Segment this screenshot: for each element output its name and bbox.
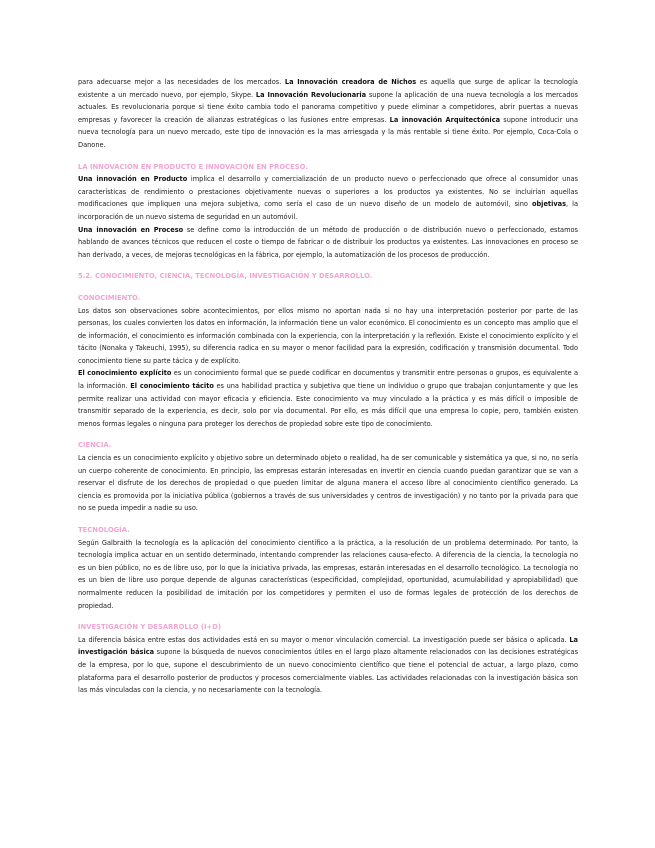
text-span: , la incorporación de un nuevo sistema de seguridad en un automóvil. [78, 200, 578, 221]
heading-section-5-2: 5.2. CONOCIMIENTO, CIENCIA, TECNOLOGÍA, INVESTIGACIÓN Y DESARROLLO. [78, 272, 373, 281]
term-proceso: Una innovación en Proceso [78, 225, 184, 234]
heading-investigacion-desarrollo: INVESTIGACIÓN Y DESARROLLO (I+D) [78, 623, 221, 632]
term-producto: Una innovación en Producto [78, 175, 188, 184]
text-span: implica el desarrollo y comercialización de un producto nuevo o perfeccionado que ofrece al consumidor unas características de rendimiento o prestaciones objetivamente nuevas o superiores a los productos ya existentes. No se incluirían aquellas modificaciones que impliquen una mejora subjetiva, como sería el caso de un nuevo diseño de un modelo de automóvil, sino [78, 175, 578, 209]
text-span: es una habilidad practica y subjetiva que tiene un individuo o grupo que trabajan conjuntamente y que les permite realizar una actividad con mayor eficacia y eficiencia. Este conocimiento va muy vinculado a la práctica y es más difícil o imposible de transmitir separado de la experiencia, es decir, solo por vía documental. Por ello, es más difícil que una empresa lo copie, pero, también existen menos formas legales o ninguna para proteger los derechos de propiedad sobre este tipo de conocimiento. [78, 382, 578, 428]
text-span: se define como la introducción de un método de producción o de distribución nuevo o perfeccionado, estamos hablando de avances técnicos que reducen el coste o tiempo de fabricar o de distribuir los productos ya existentes. Las innovaciones en proceso se han derivado, a veces, de mejoras tecnológicas en la fábrica, por ejemplo, la automatización de los procesos de producción. [78, 225, 578, 259]
proceso-paragraph [78, 224, 578, 262]
investigacion-paragraph [78, 634, 578, 697]
conocimiento-tipos-paragraph [78, 367, 578, 430]
term-tacito: El conocimiento tácito [130, 382, 214, 391]
text-span: es aquella que surge de aplicar la tecnología existente a un mercado nuevo, por ejemplo, Skype. [78, 78, 578, 99]
text-span: para adecuarse mejor a las necesidades de los mercados. [78, 78, 285, 86]
ciencia-paragraph: La ciencia es un conocimiento explícito y objetivo sobre un determinado objeto o realidad, ha de ser comunicable y sistemática ya que, si no, no sería un cuerpo coherente de conocimiento. En principio, las empresas estarán interesadas en invertir en ciencia cuando puedan garantizar que se van a reservar el disfrute de los derechos de propiedad o que pueden limitar de alguna manera el acceso libre al conocimiento científico generado. La ciencia es promovida por la iniciativa pública (gobiernos a través de sus universidades y centros de investigación) y no tanto por la privada para que no se pueda impedir a nadie su uso. [78, 454, 578, 513]
conocimiento-paragraph: Los datos son observaciones sobre acontecimientos, por ellos mismo no aportan nada si no hay una interpretación posterior por parte de las personas, los cuales convierten los datos en información, la información tiene un valor económico. El conocimiento es un concepto mas amplio que el de información, el conocimiento es información combinada con la experiencia, con la interpretación y la reflexión. Existe el conocimiento explícito y el tácito (Nonaka y Takeuchi, 1995), su diferencia radica en su mayor o menor facilidad para la expresión, codificación y transmisión documental. Todo conocimiento tiene su parte tácica y de explícito. [78, 306, 578, 365]
term-nichos: La Innovación creadora de Nichos [284, 78, 417, 86]
text-span: La diferencia básica entre estas dos actividades está en su mayor o menor vinculación comercial. La investigación puede ser básica o aplicada. [78, 635, 570, 644]
heading-producto-proceso: LA INNOVACIÓN EN PRODUCTO E INNOVACIÓN EN PROCESO. [78, 162, 308, 171]
term-investigacion-basica: La investigación básica [78, 635, 578, 657]
text-span: supone introducir una nueva tecnología para un nuevo mercado, este tipo de innovación es la mas arriesgada y la más rentable si tiene éxito. Por ejemplo, Coca-Cola o Danone. [78, 115, 578, 149]
term-revolucionaria: La Innovación Revolucionaria [255, 90, 367, 99]
producto-paragraph [78, 173, 578, 223]
term-arquitectonica: La innovación Arquitectónica [389, 115, 501, 124]
term-objetivas: objetivas [531, 200, 567, 209]
text-span: supone la aplicación de una nueva tecnología a los mercados actuales. Es revolucionaria porque si tiene éxito cambia todo el panorama competitivo y puede eliminar a competidores, abrir puertas a nuevas empresas y favorecer la creación de alianzas estratégicas o las fusiones entre empresas. [78, 90, 578, 124]
tecnologia-paragraph: Según Galbraith la tecnología es la aplicación del conocimiento científico a la práctica, a la resolución de un problema determinado. Por tanto, la tecnología implica actuar en un sentido determinado, intentando comprender las relaciones causa-efecto. A diferencia de la ciencia, la tecnología no es un bien público, no es de libre uso, por lo que la iniciativa privada, las empresas, estarán interesadas en el desarrollo tecnológico. La tecnología no es un bien de libre uso porque depende de algunas características (especificidad, complejidad, oportunidad, acumulabilidad y apropiabilidad) que normalmente reducen la posibilidad de imitación por los competidores y permiten el uso de formas legales de protección de los derechos de propiedad. [78, 538, 578, 610]
innovation-types-paragraph [78, 76, 578, 152]
heading-conocimiento: CONOCIMIENTO. [78, 293, 141, 302]
heading-tecnologia: TECNOLOGÍA. [78, 526, 130, 534]
document-page [78, 76, 578, 697]
term-explicito: El conocimiento explícito [78, 369, 172, 378]
text-span: supone la búsqueda de nuevos conocimientos útiles en el largo plazo altamente relacionados con las decisiones estratégicas de la empresa, por lo que, supone el descubrimiento de un nuevo conocimiento científico que tiene el potencial de actuar, a largo plazo, como plataforma para el desarrollo posterior de productos y procesos comercialmente viables. Las actividades relacionadas con la investigación básica son las más vinculadas con la ciencia, y no necesariamente con la tecnología. [78, 648, 579, 695]
heading-ciencia: CIENCIA. [78, 441, 112, 450]
text-span: es un conocimiento formal que se puede codificar en documentos y transmitir entre personas o grupos, es equivalente a la información. [78, 369, 578, 391]
